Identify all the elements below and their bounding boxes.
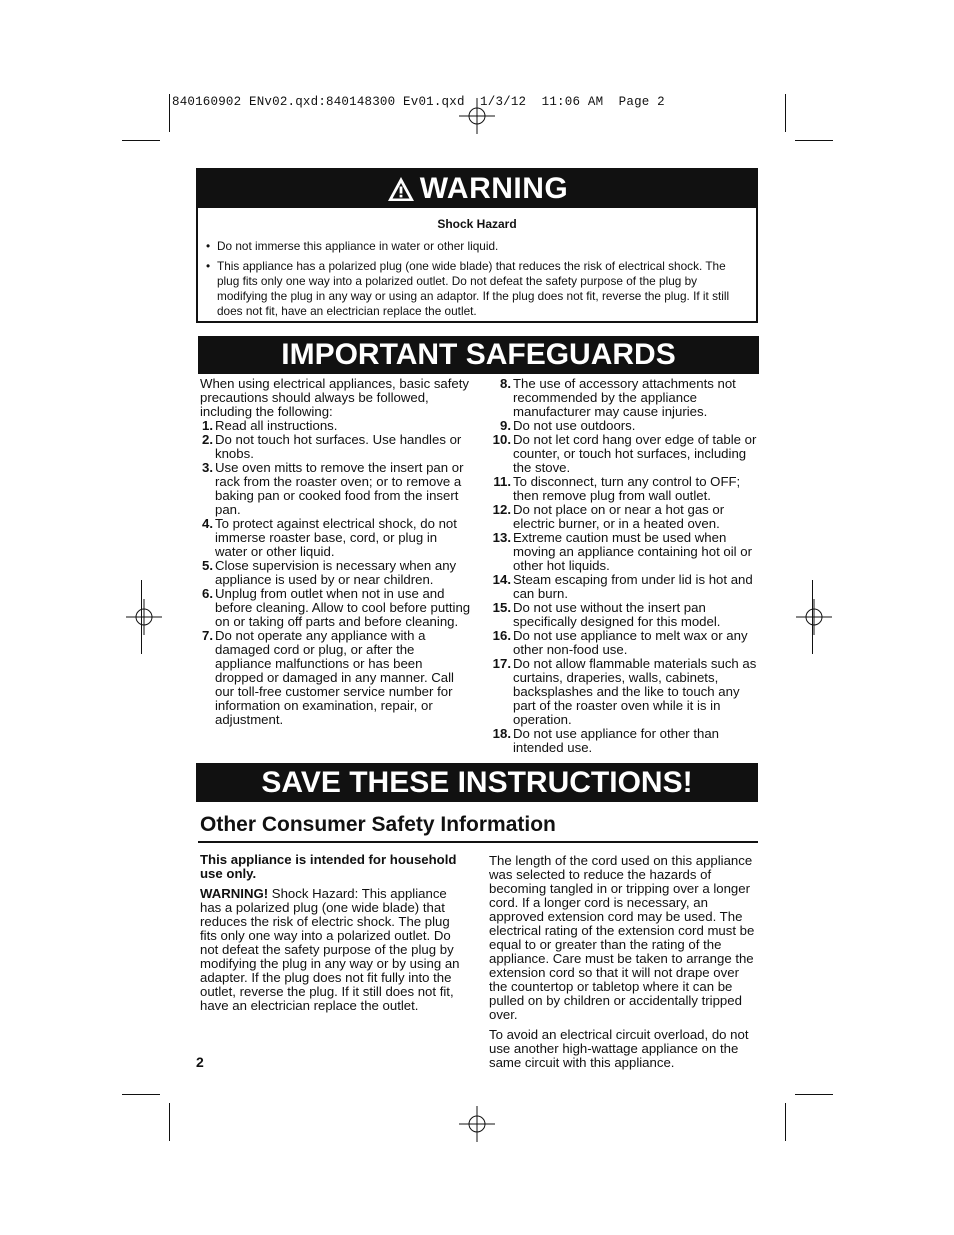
safeguards-intro: When using electrical appliances, basic safety precautions should always be followed, including the following: — [200, 376, 470, 419]
registration-mark-icon — [459, 98, 495, 134]
list-item: 18. Do not use appliance for other than intended use. — [492, 726, 720, 755]
list-item: 11. To disconnect, turn any control to OFF; then remove plug from wall outlet. — [493, 474, 741, 503]
list-item: 4. To protect against electrical shock, do not immerse roaster base, cord, or plug in water or other liquid. — [202, 516, 457, 559]
list-item: 12. Do not place on or near a hot gas or electric burner, or in a heated oven. — [492, 502, 725, 531]
warning-label: WARNING! — [200, 886, 269, 901]
warning-bullet: • Do not immerse this appliance in water or other liquid. — [206, 239, 740, 254]
crop-mark — [169, 94, 170, 132]
consumer-right-column — [489, 854, 759, 1070]
circuit-overload-paragraph: To avoid an electrical circuit overload, do not use another high-wattage appliance on the same circuit with this appliance. — [489, 1027, 749, 1070]
crop-mark — [795, 140, 833, 141]
list-item: 5. Close supervision is necessary when any appliance is used by or near children. — [202, 558, 457, 587]
list-item: 7. Do not operate any appliance with a damaged cord or plug, or after the appliance malfunctions or has been dropped or damaged in any manner. Call our toll-free customer service number for information on examination, repair, or adjustment. — [202, 628, 454, 727]
list-item: 14. Steam escaping from under lid is hot and can burn. — [492, 572, 753, 601]
list-item: 17. Do not allow flammable materials such as curtains, draperies, walls, cabinets, backsplashes and the like to touch any part of the roaster oven while it is in operation. — [492, 656, 757, 727]
warning-box — [196, 168, 758, 323]
crop-mark — [812, 580, 813, 654]
crop-mark — [795, 1094, 833, 1095]
crop-mark — [785, 1103, 786, 1141]
list-item: 15. Do not use without the insert pan specifically designed for this model. — [492, 600, 721, 629]
list-item: 6. Unplug from outlet when not in use and before cleaning. Allow to cool before putting on or taking off parts and before cleaning. — [202, 586, 471, 629]
registration-mark-icon — [459, 1106, 495, 1142]
crop-mark — [141, 580, 142, 654]
save-instructions-banner: SAVE THESE INSTRUCTIONS! — [196, 763, 758, 802]
list-item: 1. Read all instructions. — [202, 418, 338, 433]
warning-title: WARNING — [419, 172, 569, 205]
warning-list — [198, 239, 756, 319]
printer-slug: 840160902 ENv02.qxd:840148300 Ev01.qxd 1/3/12 11:06 AM Page 2 — [172, 95, 665, 109]
list-item: 13. Extreme caution must be used when moving an appliance containing hot oil or other hot liquids. — [492, 530, 752, 573]
safeguards-banner: IMPORTANT SAFEGUARDS — [198, 336, 759, 374]
warning-header — [198, 170, 756, 208]
list-item: 10. Do not let cord hang over edge of table or counter, or touch hot surfaces, including the stove. — [492, 432, 757, 475]
warning-triangle-icon — [386, 175, 416, 203]
warning-text: Shock Hazard: This appliance has a polarized plug (one wide blade) that reduces the risk of electric shock. The plug fits only one way into a polarized outlet. Do not defeat the safety purpose of the plug by modifying the plug in any way or by using an adapter. If the plug does not fit fully into the outlet, reverse the plug. If it still does not fit, have an electrician replace the outlet. — [200, 886, 460, 1013]
crop-mark — [122, 1094, 160, 1095]
page-number: 2 — [196, 1054, 204, 1070]
safeguards-list-left — [202, 418, 472, 727]
list-item: 3. Use oven mitts to remove the insert pan or rack from the roaster oven; or to remove a baking pan or cooked food from the insert pan. — [202, 460, 464, 517]
list-item: 8. The use of accessory attachments not recommended by the appliance manufacturer may cause injuries. — [500, 376, 736, 419]
crop-mark — [122, 140, 160, 141]
shock-hazard-paragraph — [200, 887, 470, 1013]
heading-rule — [198, 841, 758, 843]
cord-length-paragraph: The length of the cord used on this appliance was selected to reduce the hazards of becoming tangled in or tripping over a longer cord. If a longer cord is necessary, an approved extension cord may be used. The electrical rating of the extension cord must be equal to or greater than the rating of the appliance. Care must be taken to arrange the extension cord so that it will not drape over the countertop or tabletop where it can be pulled on by children or accidentally tripped over. — [489, 853, 755, 1022]
consumer-safety-heading: Other Consumer Safety Information — [200, 813, 556, 836]
safeguards-list-right — [492, 376, 758, 755]
shock-hazard-heading: Shock Hazard — [437, 217, 517, 231]
consumer-left-column — [200, 853, 470, 1013]
registration-mark-icon — [126, 599, 162, 635]
list-item: 9. Do not use outdoors. — [500, 418, 636, 433]
safeguards-left-column — [200, 377, 472, 727]
list-item: 16. Do not use appliance to melt wax or any other non-food use. — [492, 628, 748, 657]
list-item: 2. Do not touch hot surfaces. Use handles or knobs. — [202, 432, 462, 461]
household-use-note: This appliance is intended for household use only. — [200, 852, 457, 881]
registration-mark-icon — [796, 599, 832, 635]
safeguards-right-column — [492, 376, 758, 755]
crop-mark — [169, 1103, 170, 1141]
crop-mark — [785, 94, 786, 132]
warning-bullet: • This appliance has a polarized plug (one wide blade) that reduces the risk of electrical shock. The plug fits only one way into a polarized outlet. Do not defeat the safety purpose of the plug by modifying the plug in any way or using an adaptor. If the plug does not fit, reverse the plug. If it still does not fit, have an electrician replace the outlet. — [206, 259, 740, 319]
